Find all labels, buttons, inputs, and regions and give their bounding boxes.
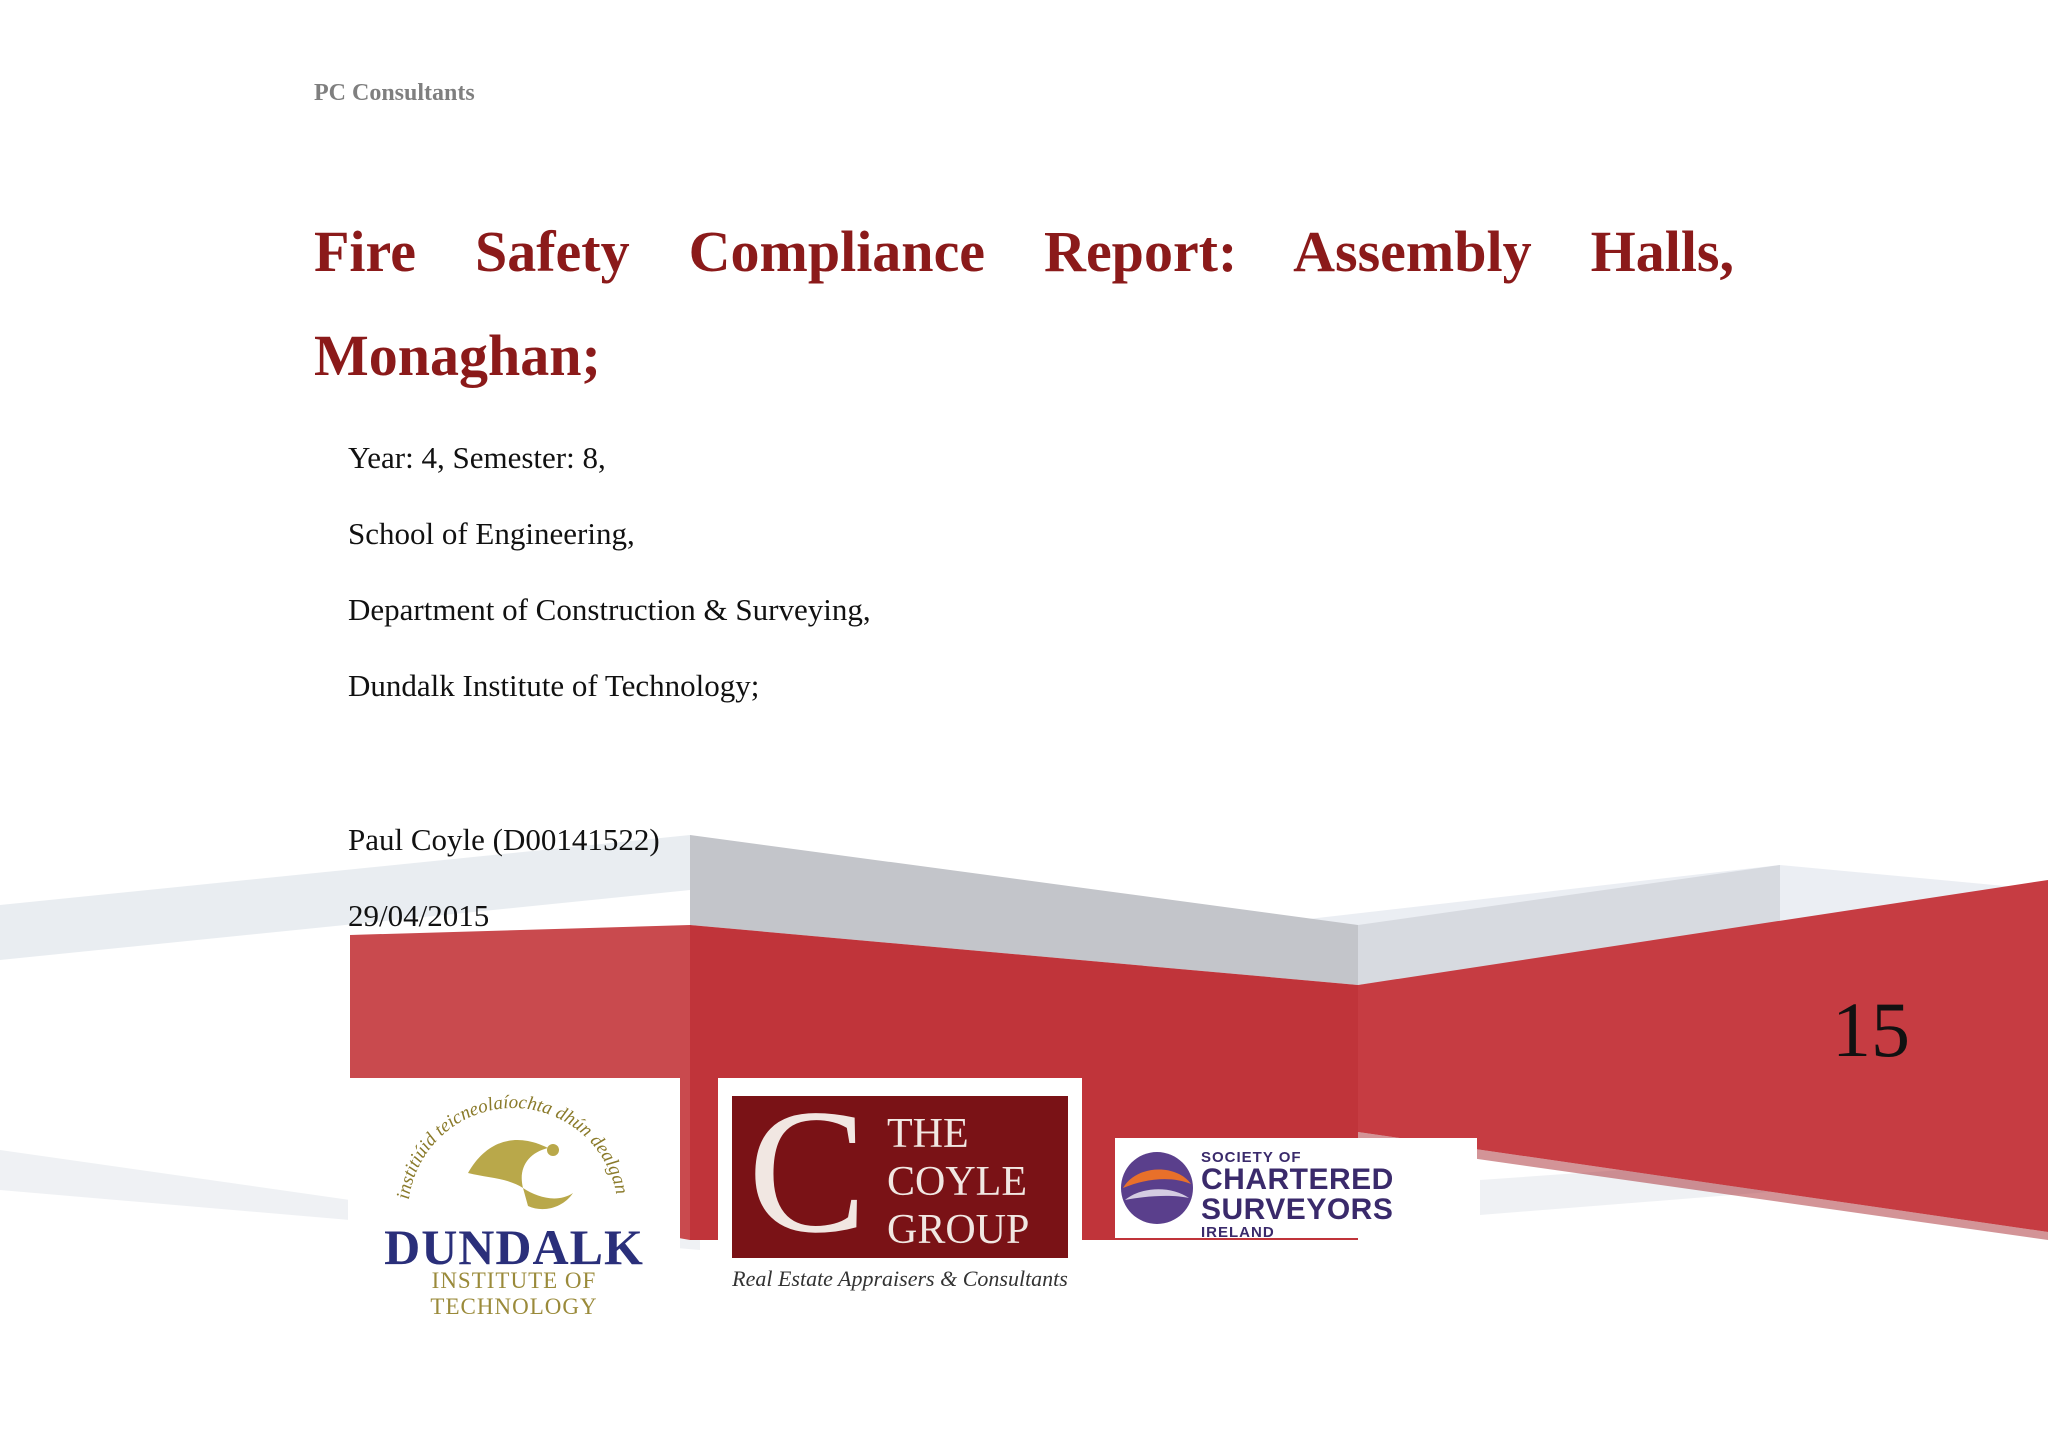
coyle-wordmark bbox=[887, 1110, 1029, 1254]
scsi-line-ireland: IRELAND bbox=[1201, 1224, 1275, 1241]
school-line: School of Engineering, bbox=[348, 516, 635, 551]
coyle-group-logo bbox=[718, 1072, 1082, 1302]
institute-line: Dundalk Institute of Technology; bbox=[348, 668, 760, 703]
author-line: Paul Coyle (D00141522) bbox=[348, 822, 660, 857]
scsi-wordmark bbox=[1201, 1150, 1394, 1240]
dkit-bird-emblem-icon bbox=[348, 1078, 680, 1228]
page-number: 15 bbox=[1832, 986, 1910, 1073]
svg-text:institiúid teicneolaíochta dhú: institiúid teicneolaíochta dhún dealgan bbox=[392, 1091, 633, 1201]
scsi-globe-icon bbox=[1117, 1144, 1197, 1234]
coyle-group-emblem bbox=[732, 1072, 1068, 1270]
coyle-word-the: THE bbox=[887, 1111, 969, 1157]
year-semester-line: Year: 4, Semester: 8, bbox=[348, 440, 606, 475]
scsi-line-surveyors: SURVEYORS bbox=[1201, 1193, 1394, 1226]
dkit-logo bbox=[348, 1078, 680, 1319]
scsi-logo bbox=[1115, 1138, 1477, 1241]
dkit-logo-subtitle: INSTITUTE OF TECHNOLOGY bbox=[430, 1268, 598, 1319]
coyle-word-group: GROUP bbox=[887, 1207, 1030, 1253]
department-line: Department of Construction & Surveying, bbox=[348, 592, 871, 627]
coyle-word-coyle: COYLE bbox=[887, 1159, 1027, 1205]
report-title: Fire Safety Compliance Report: Assembly Halls, Monaghan; bbox=[314, 219, 1734, 388]
report-date: 29/04/2015 bbox=[348, 898, 490, 933]
coyle-tagline: Real Estate Appraisers & Consultants bbox=[732, 1266, 1068, 1291]
coyle-initial: C bbox=[748, 1072, 867, 1270]
header-company-name: PC Consultants bbox=[314, 80, 475, 106]
dkit-logo-name: DUNDALK bbox=[384, 1219, 644, 1275]
scsi-line-society: SOCIETY OF bbox=[1201, 1149, 1302, 1166]
scsi-line-chartered: CHARTERED bbox=[1201, 1163, 1394, 1196]
